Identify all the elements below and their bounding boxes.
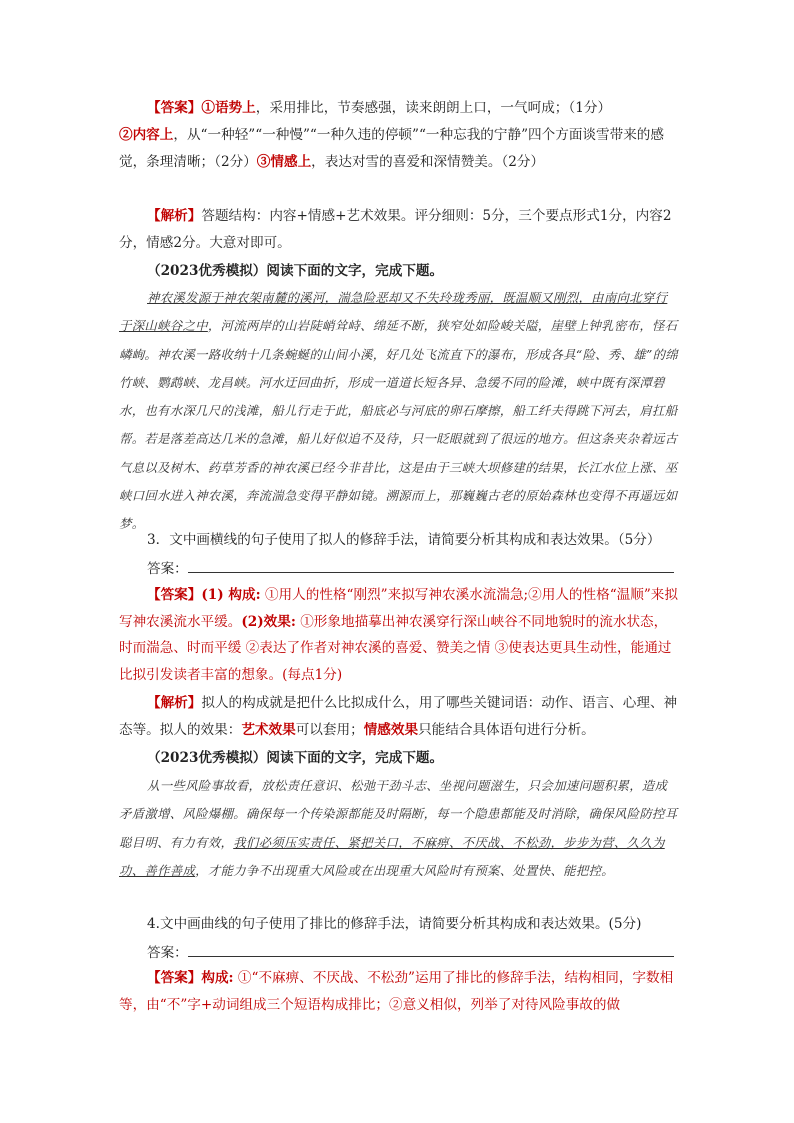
section2-passage: 从一些风险事故看，放松责任意识、松弛干劲斗志、坐视问题滋生，只会加速问题积累，造成矛盾激增、风险爆棚。确保每一个传染源都能及时隔断，每一个隐患都能及时消除，确保风险防控耳聪目明、有力有效，我们必须压实责任、紧把关口，不麻痹、不厌战、不松劲，步步为营、久久为功、善作善成，才能力争不出现重大风险或在出现重大风险时有预案、处置快、能把控。 <box>119 778 678 878</box>
question-3: 3．文中画横线的句子使用了拟人的修辞手法，请简要分析其构成和表达效果。（5分） <box>147 532 661 548</box>
analysis-tag: 【解析】 <box>147 208 202 224</box>
answer-3: 【答案】(1) 构成: ①用人的性格“刚烈”来拟写神农溪水流湍急;②用人的性格“温顺”来拟写神农溪流水平缓。(2)效果: ①形象地描摹出神农溪穿行深山峡谷不同地貌时的流水状态，时而湍急、时而平缓 ②表达了作者对神农溪的喜爱、赞美之情 ③使表达更具生动性，能通过比拟引发读者丰富的想象。(每点1分) <box>119 587 678 683</box>
underlined-sentence: 我们必须压实责任、紧把关口，不麻痹、不厌战、不松劲，步步为营、久久为功、善作善成 <box>119 834 665 878</box>
answer-tag: 【答案】 <box>147 100 202 116</box>
answer-4-line: 答案： <box>119 938 679 967</box>
question-4: 4.文中画曲线的句子使用了排比的修辞手法，请简要分析其构成和表达效果。(5分) <box>147 916 642 932</box>
section1-passage: 神农溪发源于神农架南麓的溪河，湍急险恶却又不失玲珑秀丽，既温顺又刚烈，由南向北穿行于深山峡谷之中，河流两岸的山岩陡峭耸峙、绵延不断，狭窄处如险峻关隘，崖壁上钟乳密布，怪石嶙峋。神农溪一路收纳十几条蜿蜒的山间小溪，好几处飞流直下的瀑布，形成各具“险、秀、雄”的绵竹峡、鹦鹉峡、龙昌峡。河水迂回曲折，形成一道道长短各异、急缓不同的险滩，峡中既有深潭碧水，也有水深几尺的浅滩，船儿行走于此，船底必与河底的卵石摩擦，船工纤夫得跳下河去，肩扛船帮。若是落差高达几米的急滩，船儿好似追不及待，只一眨眼就到了很远的地方。但这条夹杂着远古气息以及树木、药草芳香的神农溪已经今非昔比，这是由于三峡大坝修建的结果，长江水位上涨、巫峡口回水进入神农溪，奔流湍急变得平静如镜。溯源而上，那巍巍古老的原始森林也变得不再遥远如梦。 <box>119 290 678 532</box>
underlined-sentence: 神农溪发源于神农架南麓的溪河，湍急险恶却又不失玲珑秀丽，既温顺又刚烈，由南向北穿行于深山峡谷之中 <box>119 290 668 334</box>
prev-analysis: 【解析】答题结构：内容+情感+艺术效果。评分细则：5分，三个要点形式1分，内容2分，情感2分。大意对即可。 <box>119 208 672 251</box>
answer-blank[interactable] <box>188 938 674 957</box>
answer-3-line: 答案： <box>119 554 679 583</box>
prev-answer-cont: ②内容上，从“一种轻”“一种慢”“一种久违的停顿”“一种忘我的宁静”四个方面谈雪带来的感觉，条理清晰；（2分）③情感上，表达对雪的喜爱和深情赞美。（2分） <box>119 127 664 170</box>
answer-4: 【答案】构成: ①“不麻痹、不厌战、不松劲”运用了排比的修辞手法，结构相同，字数相等，由“不”字+动词组成三个短语构成排比；②意义相似，列举了对待风险事故的做 <box>119 970 674 1013</box>
analysis-3: 【解析】拟人的构成就是把什么比拟成什么，用了哪些关键词语：动作、语言、心理、神态等。拟人的效果：艺术效果可以套用；情感效果只能结合具体语句进行分析。 <box>119 695 678 738</box>
section2-heading: （2023优秀模拟）阅读下面的文字，完成下题。 <box>147 750 444 766</box>
prev-answer: 【答案】①语势上，采用排比，节奏感强，读来朗朗上口，一气呵成；（1分） <box>147 100 612 116</box>
section1-heading: （2023优秀模拟）阅读下面的文字，完成下题。 <box>147 263 444 279</box>
answer-blank[interactable] <box>188 554 674 573</box>
